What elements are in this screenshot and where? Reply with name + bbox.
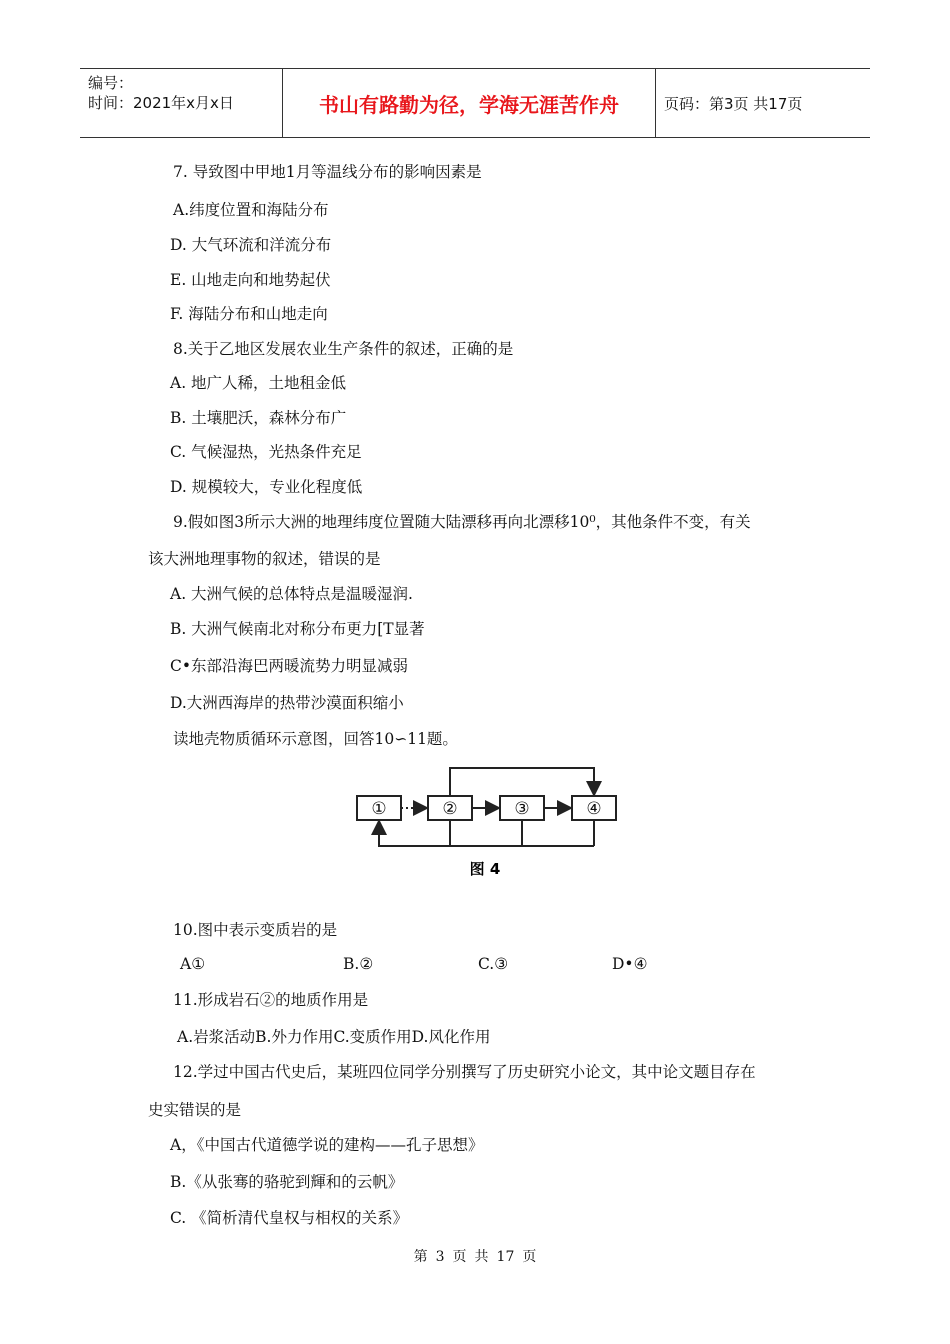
footer-page-number: 3: [435, 1249, 445, 1265]
footer-part: 共: [474, 1249, 489, 1265]
question-11: 11.形成岩石②的地质作用是: [173, 991, 369, 1009]
rock-cycle-diagram: [350, 760, 630, 885]
box-3-label: ③: [514, 799, 530, 819]
q8-option-d: D. 规模较大，专业化程度低: [170, 478, 363, 496]
footer-part: 第: [413, 1249, 428, 1265]
question-9-cont: 该大洲地理事物的叙述，错误的是: [148, 550, 381, 568]
footer-total-pages: 17: [496, 1249, 515, 1265]
q8-option-a: A. 地广人稀，土地租金低: [170, 374, 347, 392]
question-12-cont: 史实错误的是: [148, 1101, 242, 1119]
page-header: [80, 68, 870, 138]
figure-intro: 读地壳物质循环示意图，回答10∽11题。: [173, 730, 458, 748]
question-8: 8.关于乙地区发展农业生产条件的叙述，正确的是: [173, 340, 514, 358]
q9-option-a: A. 大洲气候的总体特点是温暖湿润.: [170, 585, 413, 603]
q7-option-d: D. 大气环流和洋流分布: [170, 236, 332, 254]
q11-options: A.岩浆活动B.外力作用C.变质作用D.风化作用: [177, 1028, 491, 1046]
q10-option-d: D•④: [612, 955, 648, 973]
q7-option-f: F. 海陆分布和山地走向: [170, 305, 328, 323]
arrow-2-4: [450, 768, 594, 796]
q9-option-c: C•东部沿海巴两暖流势力明显减弱: [170, 657, 409, 675]
header-meta: [80, 69, 282, 137]
q8-option-c: C. 气候湿热，光热条件充足: [170, 443, 362, 461]
footer-part: 页: [522, 1249, 537, 1265]
question-10: 10.图中表示变质岩的是: [173, 921, 338, 939]
q10-option-c: C.③: [478, 955, 509, 973]
q7-option-a: A.纬度位置和海陆分布: [173, 201, 329, 219]
q9-option-d: D.大洲西海岸的热带沙漠面积缩小: [170, 694, 404, 712]
header-number-label: 编号：: [88, 74, 134, 92]
header-time-label: 时间：2021年x月x日: [88, 94, 234, 112]
footer-part: 页: [452, 1249, 467, 1265]
q12-option-b: B.《从张骞的骆驼到輝和的云帆》: [170, 1173, 404, 1191]
header-page-info: 页码：第3页 共17页: [664, 94, 803, 113]
q10-option-b: B.②: [343, 955, 374, 973]
page-footer: [0, 1246, 950, 1266]
q12-option-c: C. 《简析清代皇权与相权的关系》: [170, 1209, 409, 1227]
q12-option-a: A，《中国古代道德学说的建构——孔子思想》: [170, 1136, 484, 1154]
box-4-label: ④: [586, 799, 602, 819]
q9-option-b: B. 大洲气候南北对称分布更力[T显著: [170, 620, 425, 638]
figure-caption: 图 4: [469, 860, 501, 878]
q10-option-a: A①: [180, 955, 206, 973]
box-2-label: ②: [442, 799, 458, 819]
question-7: 7. 导致图中甲地1月等温线分布的影响因素是: [173, 163, 482, 181]
question-9: 9.假如图3所示大洲的地理纬度位置随大陆漂移再向北漂移10⁰，其他条件不变，有关: [173, 513, 751, 531]
header-motto: 书山有路勤为径，学海无涯苦作舟: [282, 69, 656, 137]
q8-option-b: B. 土壤肥沃，森林分布广: [170, 409, 347, 427]
box-1-label: ①: [371, 799, 387, 819]
q7-option-e: E. 山地走向和地势起伏: [170, 271, 331, 289]
question-12: 12.学过中国古代史后，某班四位同学分别撰写了历史研究小论文，其中论文题目存在: [173, 1063, 756, 1081]
arrow-2-1: [379, 820, 450, 846]
